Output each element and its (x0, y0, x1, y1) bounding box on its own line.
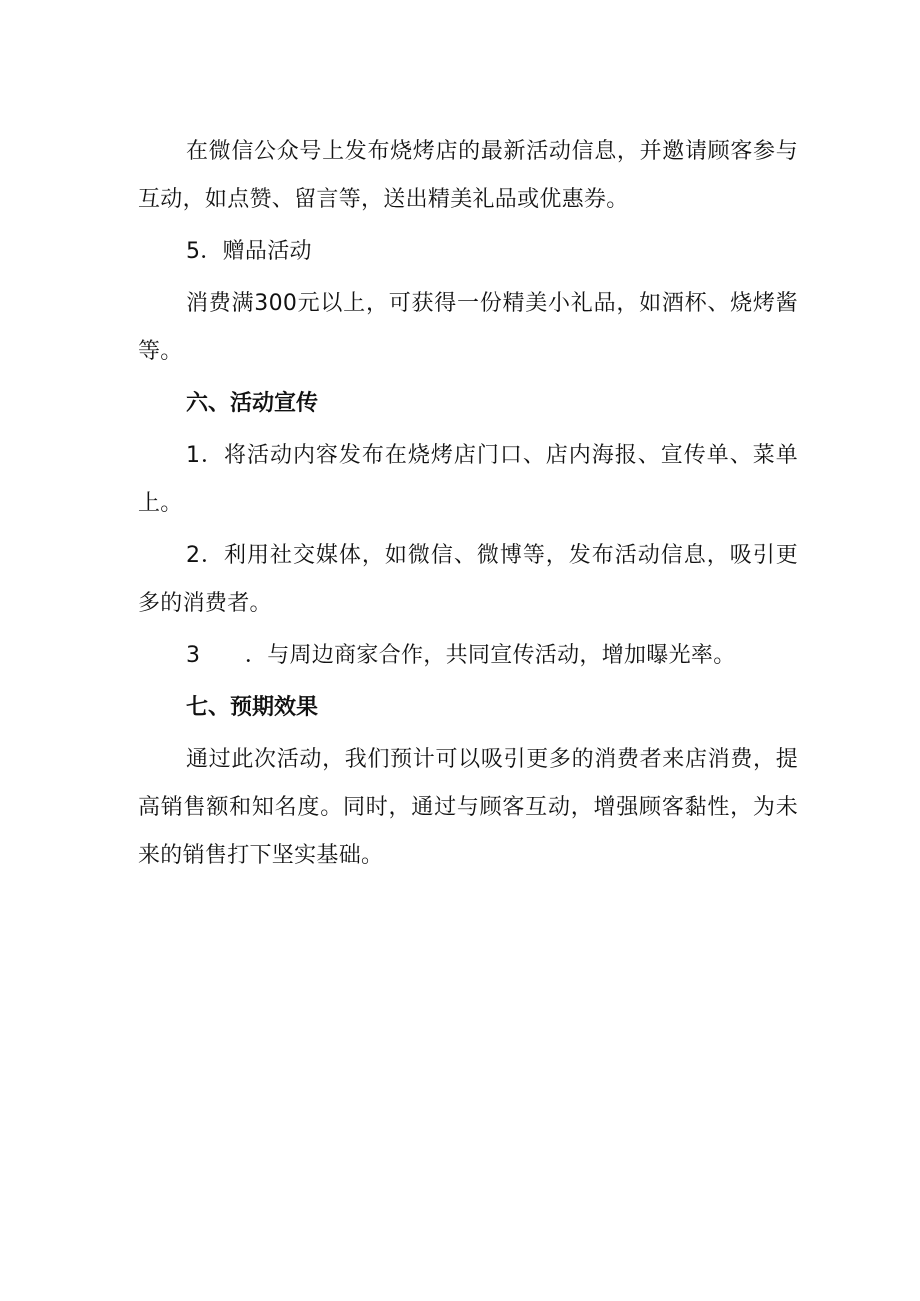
paragraph-promotion-item-3: 3 ．与周边商家合作，共同宣传活动，增加曝光率。 (186, 643, 736, 668)
paragraph-gift-activity-title: 5．赠品活动 (186, 239, 312, 264)
paragraph-promotion-item-1: 1．将活动内容发布在烧烤店门口、店内海报、宣传单、菜单上。 (138, 443, 798, 516)
section-heading-expected-results: 七、预期效果 (186, 695, 319, 720)
document-body (138, 128, 798, 880)
paragraph-wechat-promotion: 在微信公众号上发布烧烤店的最新活动信息，并邀请顾客参与互动，如点赞、留言等，送出精美礼品或优惠券。 (138, 139, 798, 212)
paragraph-expected-results: 通过此次活动，我们预计可以吸引更多的消费者来店消费，提高销售额和知名度。同时，通过与顾客互动，增强顾客黏性，为未来的销售打下坚实基础。 (138, 747, 798, 868)
paragraph-gift-activity-detail: 消费满300元以上，可获得一份精美小礼品，如酒杯、烧烤酱等。 (138, 291, 798, 364)
paragraph-promotion-item-2: 2．利用社交媒体，如微信、微博等，发布活动信息，吸引更多的消费者。 (138, 543, 798, 616)
section-heading-promotion: 六、活动宣传 (186, 391, 319, 416)
